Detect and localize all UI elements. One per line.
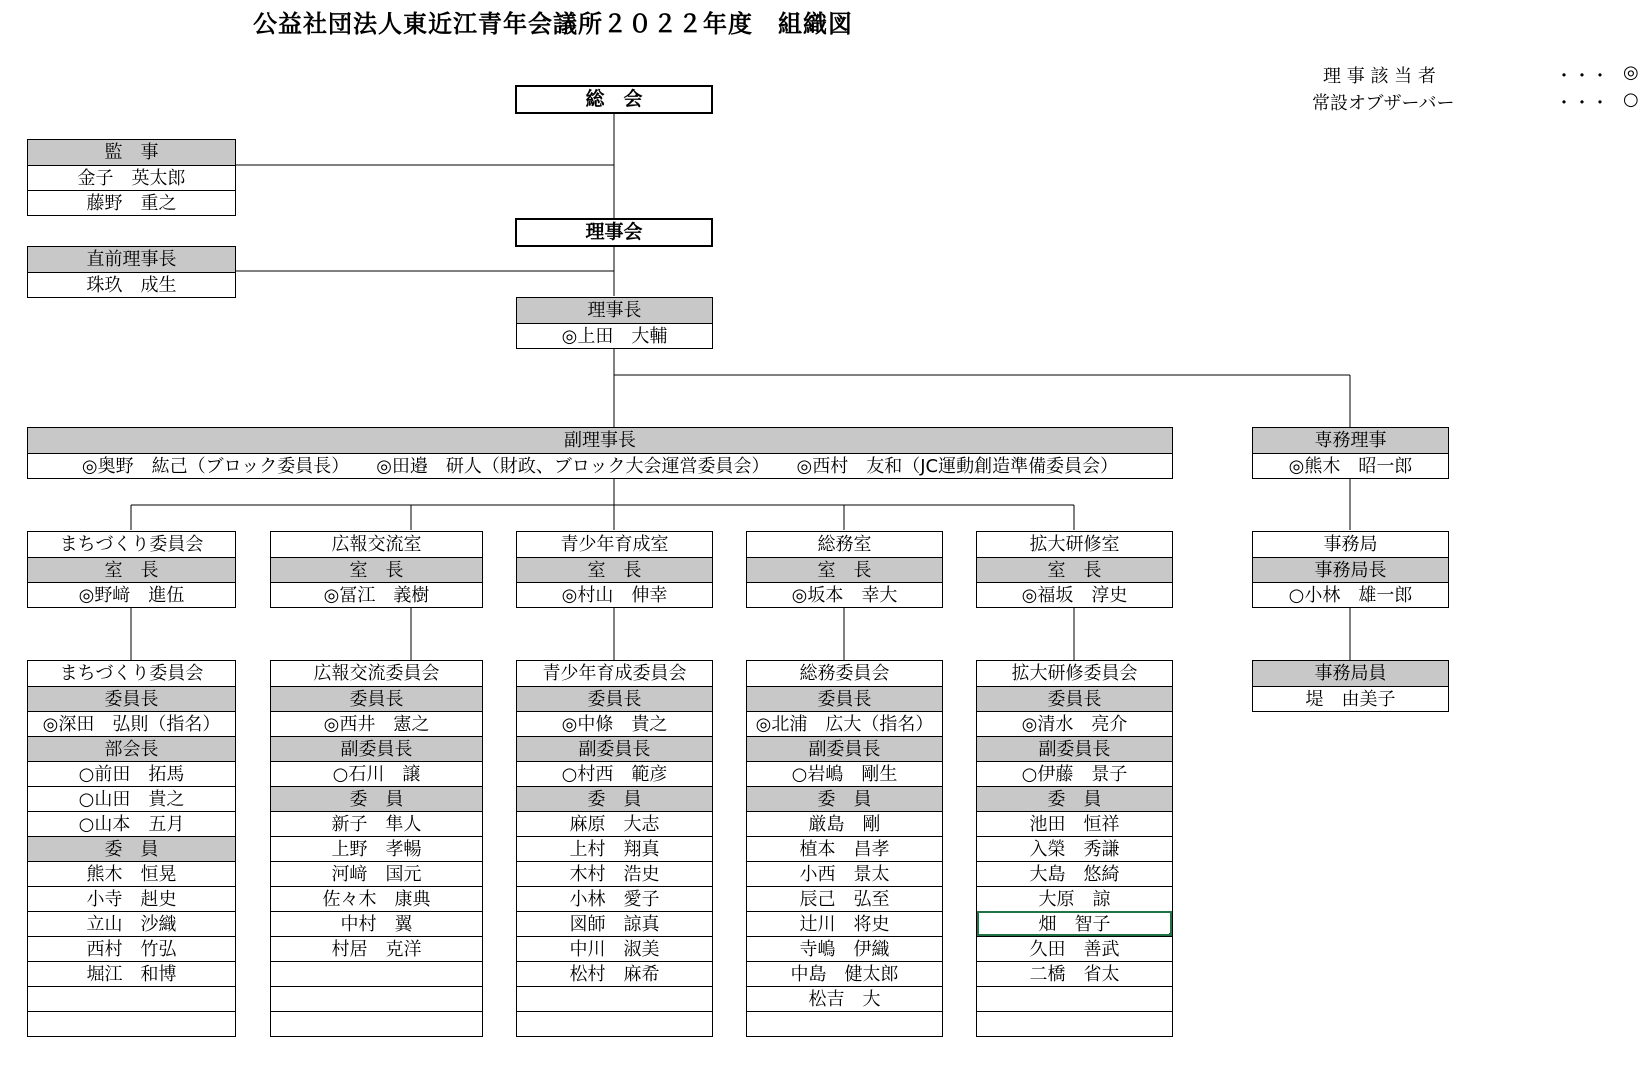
box-row: ○石川 譲 xyxy=(271,761,482,786)
box-row: ○前田 拓馬 xyxy=(28,761,235,786)
box-row: 金子 英太郎 xyxy=(28,165,235,190)
box-row: 事務局 xyxy=(1323,534,1378,555)
box-row: 小寺 赳史 xyxy=(28,886,235,911)
box-president xyxy=(516,297,713,349)
box-pr-room xyxy=(270,531,483,608)
box-row: ◎村山 伸幸 xyxy=(517,582,712,607)
box-machizukuri-committee xyxy=(27,660,236,1037)
role-header: 副委員長 xyxy=(271,736,482,761)
box-auditors xyxy=(27,139,236,216)
box-expansion-room xyxy=(976,531,1173,608)
box-row: ○小林 雄一郎 xyxy=(1253,582,1448,607)
legend-label: 理 事 該 当 者 xyxy=(1323,66,1436,87)
legend-dots: ・・・ xyxy=(1555,66,1609,87)
box-row: まちづくり委員会 xyxy=(59,663,204,684)
role-header: 委 員 xyxy=(517,786,712,811)
box-youth-committee xyxy=(516,660,713,1037)
empty-row xyxy=(977,986,1172,1011)
box-row: 麻原 大志 xyxy=(517,811,712,836)
box-row: 広報交流委員会 xyxy=(313,663,440,684)
box-row: ○山本 五月 xyxy=(28,811,235,836)
role-header: 監 事 xyxy=(28,140,235,165)
role-header: 事務局員 xyxy=(1253,661,1448,686)
role-header: 副委員長 xyxy=(747,736,942,761)
box-row: 植本 昌孝 xyxy=(747,836,942,861)
empty-row xyxy=(28,986,235,1011)
role-header: 委員長 xyxy=(28,686,235,711)
box-row: 中村 翼 xyxy=(271,911,482,936)
empty-row xyxy=(977,1011,1172,1036)
role-header: 部会長 xyxy=(28,736,235,761)
empty-row xyxy=(28,1011,235,1036)
box-row: 総 会 xyxy=(585,88,643,110)
legend-label: 常設オブザーバー xyxy=(1312,93,1455,114)
legend-dots: ・・・ xyxy=(1555,93,1609,114)
role-header: 委員長 xyxy=(977,686,1172,711)
box-row: 厳島 剛 xyxy=(747,811,942,836)
box-row: 畑 智子 xyxy=(977,911,1172,936)
role-header: 理事長 xyxy=(517,298,712,323)
role-header: 委 員 xyxy=(977,786,1172,811)
role-header: 副委員長 xyxy=(517,736,712,761)
box-row: ○伊藤 景子 xyxy=(977,761,1172,786)
box-row: ○岩嶋 剛生 xyxy=(747,761,942,786)
empty-row xyxy=(271,961,482,986)
role-header: 委 員 xyxy=(271,786,482,811)
box-row: ◎深田 弘則（指名） xyxy=(28,711,235,736)
legend-mark: ○ xyxy=(1623,89,1639,110)
box-secretariat-staff xyxy=(1252,660,1449,712)
box-row: 拡大研修委員会 xyxy=(1011,663,1138,684)
box-row: 青少年育成室 xyxy=(560,534,669,555)
empty-row xyxy=(517,986,712,1011)
empty-row xyxy=(271,1011,482,1036)
box-row: 広報交流室 xyxy=(331,534,422,555)
role-header: 委 員 xyxy=(747,786,942,811)
box-row: 上村 翔真 xyxy=(517,836,712,861)
box-row: 松村 麻希 xyxy=(517,961,712,986)
box-row: 総務委員会 xyxy=(799,663,890,684)
box-row: 中島 健太郎 xyxy=(747,961,942,986)
box-row: 河﨑 国元 xyxy=(271,861,482,886)
box-general-affairs-room xyxy=(746,531,943,608)
box-row: 辻川 将史 xyxy=(747,911,942,936)
box-past-president xyxy=(27,246,236,298)
empty-row xyxy=(747,1011,942,1036)
role-header: 委 員 xyxy=(28,836,235,861)
box-row: 木村 浩史 xyxy=(517,861,712,886)
role-header: 室 長 xyxy=(271,557,482,582)
box-row: 大原 諒 xyxy=(977,886,1172,911)
box-row: ◎清水 亮介 xyxy=(977,711,1172,736)
box-row: 村居 克洋 xyxy=(271,936,482,961)
box-row: ◎西井 憲之 xyxy=(271,711,482,736)
role-header: 事務局長 xyxy=(1253,557,1448,582)
role-header: 委員長 xyxy=(747,686,942,711)
box-row: 藤野 重之 xyxy=(28,190,235,215)
box-row: 新子 隼人 xyxy=(271,811,482,836)
box-row: 総務室 xyxy=(817,534,872,555)
box-row: ◎冨江 義樹 xyxy=(271,582,482,607)
box-row: 珠玖 成生 xyxy=(28,272,235,297)
box-row: 二橋 省太 xyxy=(977,961,1172,986)
box-row: 松吉 大 xyxy=(747,986,942,1011)
box-machizukuri-room xyxy=(27,531,236,608)
box-row: ◎北浦 広大（指名） xyxy=(747,711,942,736)
role-header: 室 長 xyxy=(747,557,942,582)
box-board-of-directors xyxy=(515,218,713,247)
box-row: ◎熊木 昭一郎 xyxy=(1253,453,1448,478)
role-header: 副理事長 xyxy=(28,428,1172,453)
box-row: 図師 諒真 xyxy=(517,911,712,936)
box-row: 青少年育成委員会 xyxy=(542,663,687,684)
role-header: 副委員長 xyxy=(977,736,1172,761)
box-row: ◎坂本 幸大 xyxy=(747,582,942,607)
legend-mark: ◎ xyxy=(1623,62,1639,83)
box-row: 辰己 弘至 xyxy=(747,886,942,911)
box-row: ◎福坂 淳史 xyxy=(977,582,1172,607)
box-row: 西村 竹弘 xyxy=(28,936,235,961)
box-youth-room xyxy=(516,531,713,608)
box-vice-presidents xyxy=(27,427,1173,479)
box-general-affairs-committee xyxy=(746,660,943,1037)
box-row: ◎奥野 紘己（ブロック委員長） ◎田邉 研人（財政、ブロック大会運営委員会） ◎西村 友和（JC運動創造準備委員会） xyxy=(28,453,1172,478)
box-row: 久田 善武 xyxy=(977,936,1172,961)
box-row: 寺嶋 伊織 xyxy=(747,936,942,961)
box-row: 堤 由美子 xyxy=(1253,686,1448,711)
box-row: ○村西 範彦 xyxy=(517,761,712,786)
role-header: 室 長 xyxy=(977,557,1172,582)
box-row: 理事会 xyxy=(585,221,643,243)
role-header: 専務理事 xyxy=(1253,428,1448,453)
box-row: 拡大研修室 xyxy=(1029,534,1120,555)
role-header: 委員長 xyxy=(517,686,712,711)
box-row: 池田 恒祥 xyxy=(977,811,1172,836)
box-row: ◎野﨑 進伍 xyxy=(28,582,235,607)
box-row: 大島 悠綺 xyxy=(977,861,1172,886)
box-row: 佐々木 康典 xyxy=(271,886,482,911)
role-header: 委員長 xyxy=(271,686,482,711)
box-executive-director xyxy=(1252,427,1449,479)
role-header: 室 長 xyxy=(517,557,712,582)
role-header: 室 長 xyxy=(28,557,235,582)
box-expansion-committee xyxy=(976,660,1173,1037)
box-row: 上野 孝暢 xyxy=(271,836,482,861)
box-general-assembly xyxy=(515,85,713,114)
box-row: まちづくり委員会 xyxy=(59,534,204,555)
box-row: ◎上田 大輔 xyxy=(517,323,712,348)
box-row: 熊木 恒晃 xyxy=(28,861,235,886)
chart-title: 公益社団法人東近江青年会議所２０２２年度 組織図 xyxy=(253,10,853,38)
box-secretariat xyxy=(1252,531,1449,608)
box-pr-committee xyxy=(270,660,483,1037)
box-row: ○山田 貴之 xyxy=(28,786,235,811)
empty-row xyxy=(517,1011,712,1036)
box-row: 堀江 和博 xyxy=(28,961,235,986)
box-row: 小林 愛子 xyxy=(517,886,712,911)
box-row: 入榮 秀謙 xyxy=(977,836,1172,861)
box-row: 小西 景太 xyxy=(747,861,942,886)
empty-row xyxy=(271,986,482,1011)
box-row: 立山 沙織 xyxy=(28,911,235,936)
box-row: 中川 淑美 xyxy=(517,936,712,961)
role-header: 直前理事長 xyxy=(28,247,235,272)
box-row: ◎中條 貴之 xyxy=(517,711,712,736)
